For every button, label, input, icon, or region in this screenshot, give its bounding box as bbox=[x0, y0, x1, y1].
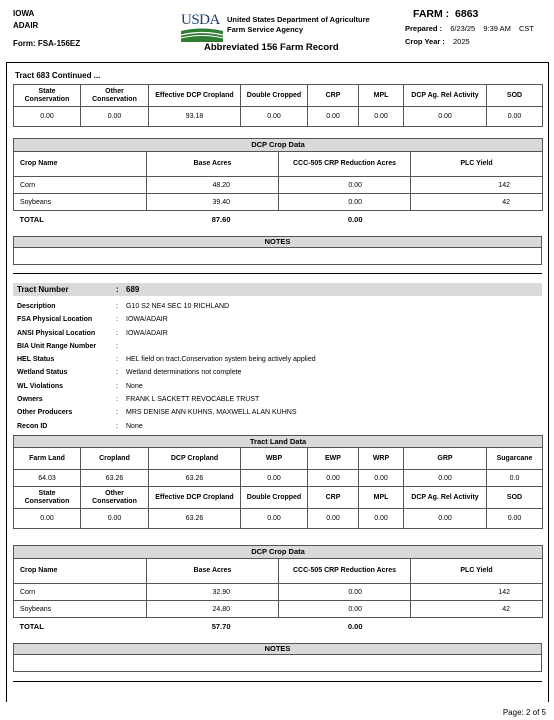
table-cell: 93.18 bbox=[149, 107, 241, 127]
plc-yield: 42 bbox=[411, 194, 543, 211]
table-row bbox=[14, 470, 543, 487]
col-header: Other Conservation bbox=[81, 487, 149, 509]
col-header: WRP bbox=[359, 448, 404, 470]
info-value: FRANK L SACKETT REVOCABLE TRUST bbox=[126, 396, 260, 404]
conservation-header-row bbox=[14, 85, 543, 107]
header-right bbox=[405, 8, 534, 48]
notes-band: NOTES bbox=[13, 236, 542, 248]
plc-yield: 142 bbox=[411, 177, 543, 194]
table-cell: 0.00 bbox=[404, 107, 487, 127]
table-cell: 0.00 bbox=[308, 509, 359, 529]
form-id bbox=[13, 38, 80, 50]
colon: : bbox=[116, 329, 118, 337]
col-header: Double Cropped bbox=[241, 487, 308, 509]
table-row bbox=[14, 509, 543, 529]
colon: : bbox=[116, 303, 118, 310]
table-cell: 63.26 bbox=[149, 509, 241, 529]
col-header: PLC Yield bbox=[411, 559, 543, 584]
section-divider bbox=[13, 273, 542, 274]
col-header: Farm Land bbox=[14, 448, 81, 470]
crop-name: Corn bbox=[14, 584, 147, 601]
info-label: BIA Unit Range Number bbox=[17, 342, 97, 350]
document-title: Abbreviated 156 Farm Record bbox=[204, 42, 339, 53]
form-value: FSA-156EZ bbox=[37, 39, 81, 48]
info-label: FSA Physical Location bbox=[17, 316, 93, 324]
col-header: MPL bbox=[359, 85, 404, 107]
info-value: G10 S2 NE4 SEC 10 RICHLAND bbox=[126, 303, 230, 310]
total-reduction-acres: 0.00 bbox=[347, 214, 363, 224]
col-header: SOD bbox=[487, 487, 543, 509]
table-row bbox=[14, 584, 543, 601]
col-header: Base Acres bbox=[147, 559, 279, 584]
dcp-header-row bbox=[14, 559, 543, 584]
page-header bbox=[0, 0, 554, 62]
header-left bbox=[13, 8, 80, 50]
prepared-tz: CST bbox=[518, 24, 534, 33]
info-value: None bbox=[126, 382, 143, 390]
col-header: WBP bbox=[241, 448, 308, 470]
info-label: Wetland Status bbox=[17, 369, 68, 377]
table-cell: 0.00 bbox=[241, 470, 308, 487]
info-label: Description bbox=[17, 303, 56, 310]
table-cell: 64.03 bbox=[14, 470, 81, 487]
table-cell: 0.00 bbox=[241, 107, 308, 127]
info-value: None bbox=[126, 422, 143, 430]
usda-logo bbox=[181, 12, 223, 42]
col-header: Base Acres bbox=[147, 152, 279, 177]
col-header: SOD bbox=[487, 85, 543, 107]
crop-name: Soybeans bbox=[14, 601, 147, 618]
table-cell: 0.00 bbox=[308, 107, 359, 127]
land-band: Tract Land Data bbox=[14, 436, 543, 448]
col-header: CRP bbox=[308, 85, 359, 107]
table-row bbox=[14, 194, 543, 211]
col-header: CCC-505 CRP Reduction Acres bbox=[279, 152, 411, 177]
total-label: TOTAL bbox=[19, 621, 44, 631]
prepared-time: 9:39 AM bbox=[483, 24, 511, 33]
total-base-acres: 87.60 bbox=[211, 214, 231, 224]
colon: : bbox=[116, 422, 118, 430]
crop-year-line bbox=[405, 35, 534, 48]
table-cell: 0.00 bbox=[81, 509, 149, 529]
info-label: ANSI Physical Location bbox=[17, 329, 96, 337]
info-label: Owners bbox=[17, 396, 43, 404]
tract-number-bar bbox=[13, 283, 542, 296]
table-cell: 0.00 bbox=[14, 509, 81, 529]
farm-label: FARM : bbox=[413, 8, 450, 20]
col-header: CCC-505 CRP Reduction Acres bbox=[279, 559, 411, 584]
colon: : bbox=[116, 285, 119, 294]
col-header: State Conservation bbox=[14, 85, 81, 107]
info-label: HEL Status bbox=[17, 356, 55, 364]
col-header: State Conservation bbox=[14, 487, 81, 509]
col-header: Double Cropped bbox=[241, 85, 308, 107]
crop-name: Corn bbox=[14, 177, 147, 194]
table-cell: 0.00 bbox=[241, 509, 308, 529]
usda-logo-swoosh-icon bbox=[181, 28, 223, 42]
notes-box bbox=[13, 248, 542, 265]
table-cell: 0.00 bbox=[359, 509, 404, 529]
prepared-line bbox=[405, 22, 534, 35]
table-cell: 63.26 bbox=[81, 470, 149, 487]
col-header: Other Conservation bbox=[81, 85, 149, 107]
info-value: HEL field on tract.Conservation system being actively applied bbox=[126, 356, 316, 364]
plc-yield: 42 bbox=[411, 601, 543, 618]
col-header: Sugarcane bbox=[487, 448, 543, 470]
dcp-band: DCP Crop Data bbox=[14, 546, 543, 559]
colon: : bbox=[116, 316, 118, 324]
col-header: Crop Name bbox=[14, 152, 147, 177]
col-header: DCP Cropland bbox=[149, 448, 241, 470]
info-label: Recon ID bbox=[17, 422, 48, 430]
col-header: DCP Ag. Rel Activity bbox=[404, 85, 487, 107]
plc-yield: 142 bbox=[411, 584, 543, 601]
total-row bbox=[14, 211, 543, 228]
table-cell: 0.00 bbox=[487, 509, 543, 529]
table-row bbox=[14, 177, 543, 194]
col-header: MPL bbox=[359, 487, 404, 509]
dcp-header-row bbox=[14, 152, 543, 177]
base-acres: 24.80 bbox=[147, 601, 279, 618]
tract-number-label: Tract Number bbox=[17, 285, 69, 294]
continued-conservation-table bbox=[13, 84, 543, 127]
dcp-band: DCP Crop Data bbox=[14, 139, 543, 152]
table-cell: 0.00 bbox=[359, 470, 404, 487]
state-name: IOWA bbox=[13, 9, 35, 18]
usda-logo-text: USDA bbox=[181, 12, 220, 28]
col-header: GRP bbox=[404, 448, 487, 470]
reduction-acres: 0.00 bbox=[279, 177, 411, 194]
reduction-acres: 0.00 bbox=[279, 584, 411, 601]
col-header: Cropland bbox=[81, 448, 149, 470]
county-name: ADAIR bbox=[13, 21, 39, 30]
notes-box bbox=[13, 655, 542, 672]
info-label: WL Violations bbox=[17, 382, 64, 390]
farm-number bbox=[413, 8, 534, 21]
total-reduction-acres: 0.00 bbox=[347, 621, 363, 631]
prepared-label: Prepared : bbox=[405, 24, 443, 33]
table-cell: 0.00 bbox=[487, 107, 543, 127]
info-value: IOWA/ADAIR bbox=[126, 316, 168, 324]
crop-year-label: Crop Year : bbox=[405, 37, 445, 46]
info-value: Wetland determinations not complete bbox=[126, 369, 242, 377]
continued-title: Tract 683 Continued ... bbox=[15, 71, 101, 80]
total-row bbox=[14, 618, 543, 635]
col-header: PLC Yield bbox=[411, 152, 543, 177]
table-cell: 0.00 bbox=[404, 470, 487, 487]
table-row bbox=[14, 601, 543, 618]
table-cell: 0.00 bbox=[308, 470, 359, 487]
conservation-header-row bbox=[14, 487, 543, 509]
col-header: CRP bbox=[308, 487, 359, 509]
form-label: Form: bbox=[13, 39, 36, 48]
info-label: Other Producers bbox=[17, 409, 73, 417]
crop-name: Soybeans bbox=[14, 194, 147, 211]
tract-number-value: 689 bbox=[126, 285, 140, 294]
page-number: Page: 2 of 5 bbox=[502, 708, 546, 717]
agency-line-1: United States Department of Agriculture bbox=[227, 15, 370, 24]
info-value: MRS DENISE ANN KUHNS, MAXWELL ALAN KUHNS bbox=[126, 409, 297, 417]
section-divider bbox=[13, 681, 542, 682]
colon: : bbox=[116, 356, 118, 364]
colon: : bbox=[116, 396, 118, 404]
colon: : bbox=[116, 342, 118, 350]
base-acres: 39.40 bbox=[147, 194, 279, 211]
prepared-date: 6/23/25 bbox=[450, 24, 476, 33]
crop-year-value: 2025 bbox=[452, 37, 470, 46]
reduction-acres: 0.00 bbox=[279, 601, 411, 618]
land-header-row bbox=[14, 448, 543, 470]
colon: : bbox=[116, 382, 118, 390]
tract-land-table bbox=[13, 435, 543, 529]
continued-dcp-table bbox=[13, 138, 543, 228]
notes-band: NOTES bbox=[13, 643, 542, 655]
base-acres: 48.20 bbox=[147, 177, 279, 194]
total-base-acres: 57.70 bbox=[211, 621, 231, 631]
colon: : bbox=[116, 369, 118, 377]
agency-line-2: Farm Service Agency bbox=[227, 25, 304, 34]
col-header: EWP bbox=[308, 448, 359, 470]
base-acres: 32.90 bbox=[147, 584, 279, 601]
col-header: Effective DCP Cropland bbox=[149, 487, 241, 509]
table-cell: 0.00 bbox=[404, 509, 487, 529]
col-header: Effective DCP Cropland bbox=[149, 85, 241, 107]
tract-dcp-table bbox=[13, 545, 543, 635]
col-header: Crop Name bbox=[14, 559, 147, 584]
table-cell: 0.0 bbox=[487, 470, 543, 487]
info-value: IOWA/ADAIR bbox=[126, 329, 168, 337]
colon: : bbox=[116, 409, 118, 417]
table-cell: 0.00 bbox=[359, 107, 404, 127]
agency-name bbox=[227, 15, 370, 35]
farm-value: 6863 bbox=[455, 8, 479, 20]
table-row bbox=[14, 107, 543, 127]
table-cell: 63.26 bbox=[149, 470, 241, 487]
reduction-acres: 0.00 bbox=[279, 194, 411, 211]
table-cell: 0.00 bbox=[81, 107, 149, 127]
col-header: DCP Ag. Rel Activity bbox=[404, 487, 487, 509]
total-label: TOTAL bbox=[19, 214, 44, 224]
table-cell: 0.00 bbox=[14, 107, 81, 127]
